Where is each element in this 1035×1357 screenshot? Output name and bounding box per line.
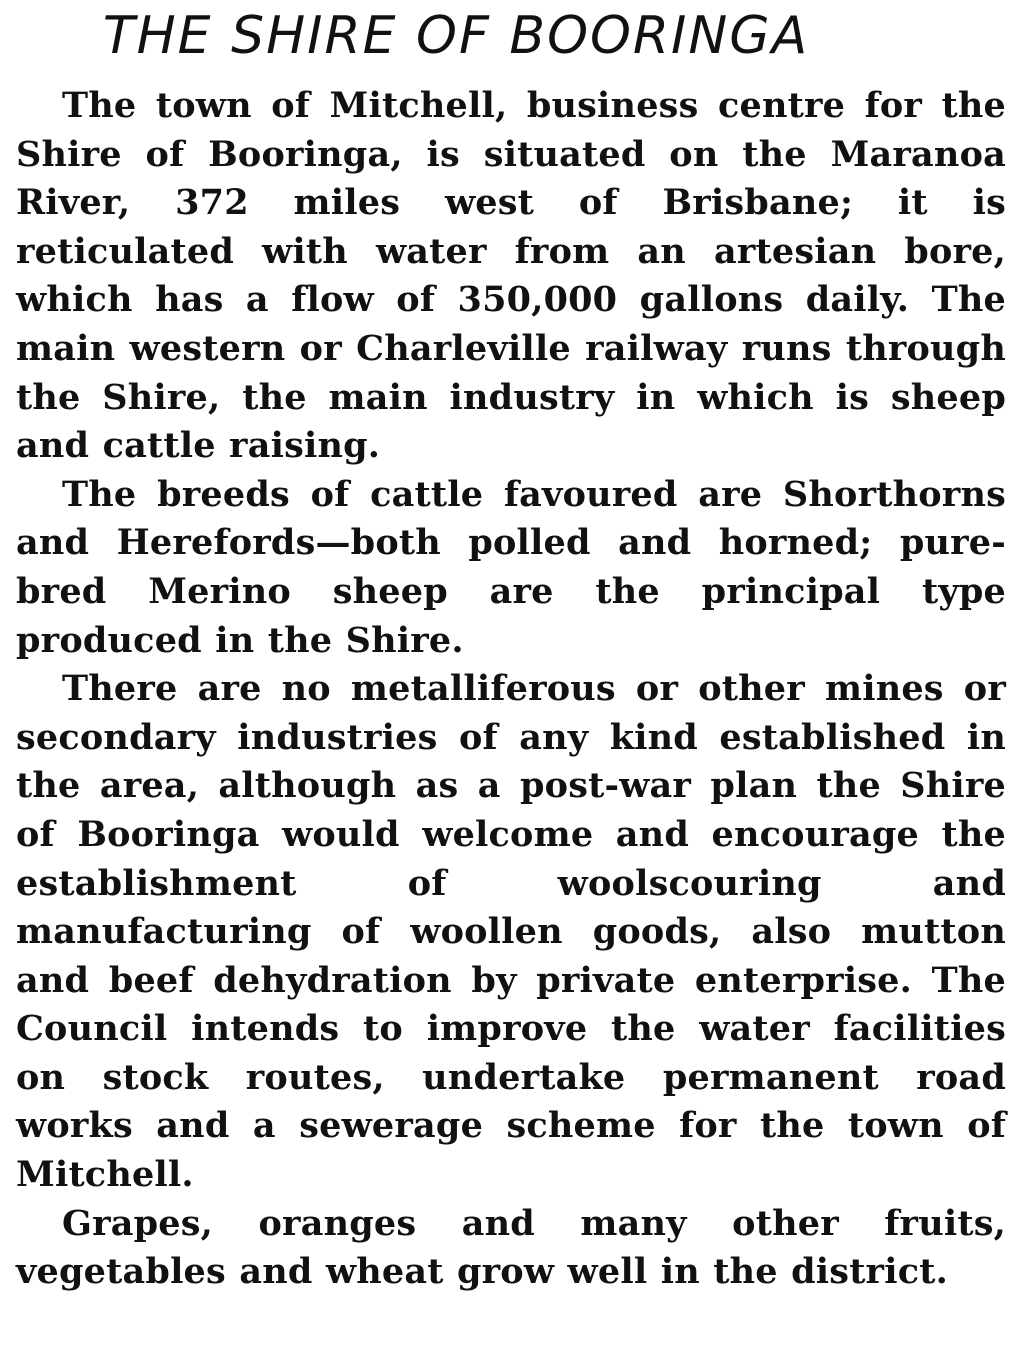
article-title: THE SHIRE OF BOORINGA [102, 6, 810, 66]
article-body [16, 82, 1006, 1297]
paragraph-cattle-breeds: The breeds of cattle favoured are Shorthorns and Herefords—both polled and horned; pure-bred Merino sheep are the principal type produced in the Shire. [16, 473, 1006, 661]
paragraph-produce: Grapes, oranges and many other fruits, vegetables and wheat grow well in the district. [16, 1202, 1006, 1293]
article [16, 0, 1006, 1297]
paragraph-industries: There are no metalliferous or other mines or secondary industries of any kind established in the area, although as a post-war plan the Shire of Booringa would welcome and encourage the establishment of woolscouring and manufacturing of woollen goods, also mutton and beef dehydration by private enterprise. The Council intends to improve the water facilities on stock routes, undertake permanent road works and a sewerage scheme for the town of Mitchell. [16, 668, 1006, 1196]
paragraph-mitchell-town: The town of Mitchell, business centre for the Shire of Booringa, is situated on the Maranoa River, 372 miles west of Brisbane; it is reticulated with water from an artesian bore, which has a flow of 350,000 gallons daily. The main western or Charleville railway runs through the Shire, the main industry in which is sheep and cattle raising. [16, 85, 1006, 467]
